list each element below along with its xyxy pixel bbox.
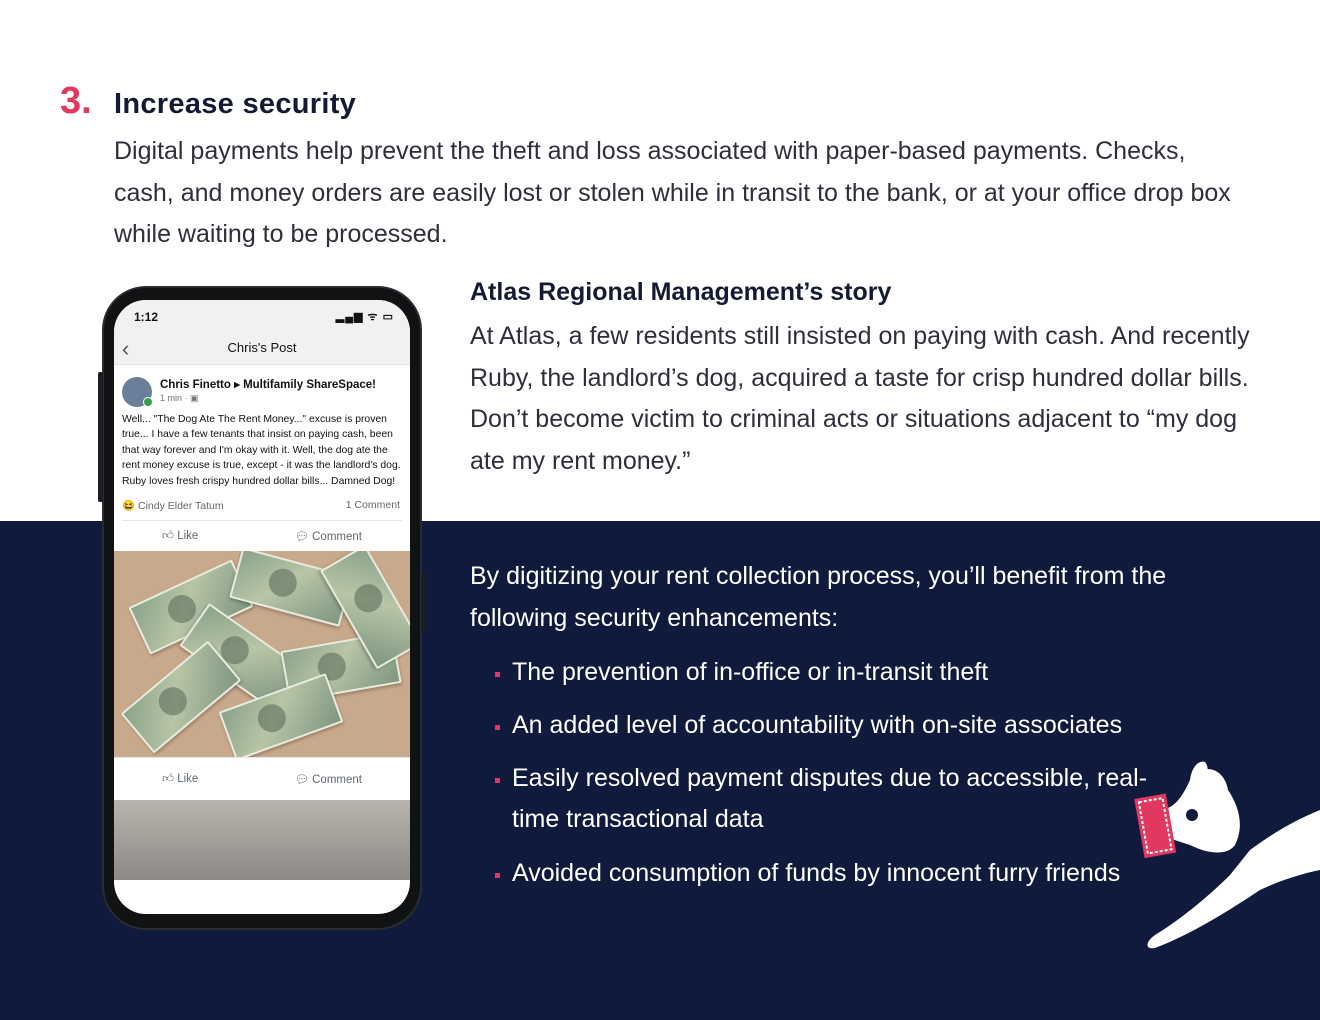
speech-bubble-icon: 💬︎ [294,531,313,544]
like-label: Like [177,773,199,786]
benefit-item: Easily resolved payment disputes due to accessible, real-time transactional data [495,758,1175,840]
back-chevron-icon[interactable]: ‹ [122,336,130,361]
dog-eye [1186,809,1198,821]
section-number: 3. [60,80,92,122]
home-indicator [212,896,316,900]
story-title: Atlas Regional Management’s story [470,278,892,306]
facebook-post [114,365,410,521]
reaction-row [122,489,402,521]
phone-mockup [104,288,420,928]
post-actions-secondary [114,757,410,800]
intro-paragraph: Digital payments help prevent the theft and loss associated with paper-based payments. Checks, cash, and money orders are easily lost or stolen while in transit to the bank, or at your office drop box while waiting to be processed. [114,137,1231,248]
phone-side-button [98,372,103,502]
comment-count[interactable]: 1 Comment [345,499,400,512]
post-meta: 1 min · ▣ [160,393,199,403]
avatar[interactable] [122,377,152,407]
thumbs-up-icon: 👍︎ [162,773,178,786]
speech-bubble-icon: 💬︎ [294,774,313,787]
story-paragraph: At Atlas, a few residents still insisted on paying with cash. And recently Ruby, the landlord’s dog, acquired a taste for crisp hundred dollar bills. Don’t become victim to criminal acts or situations adjacent to “my dog ate my rent money.” [470,322,1250,475]
thumbs-up-icon: 👍︎ [162,530,178,543]
benefits-list [495,652,1175,894]
benefit-item: Avoided consumption of funds by innocent furry friends [495,853,1175,894]
dog-with-money-illustration [1120,750,1320,960]
post-author[interactable]: Chris Finetto ▸ Multifamily ShareSpace! [160,379,377,391]
status-icons: ▂▄▆ ᯤ ▭ [335,311,394,323]
benefit-item: The prevention of in-office or in-transit theft [495,652,1175,693]
status-bar [114,300,410,334]
benefit-item: An added level of accountability with on-site associates [495,705,1175,746]
reactor-name[interactable]: 😆 Cindy Elder Tatum [122,500,224,513]
comment-button[interactable] [294,529,362,543]
like-button[interactable] [162,529,198,543]
phone-side-button [421,573,425,633]
status-time: 1:12 [134,310,159,324]
post-header [114,334,410,365]
benefits-lead: By digitizing your rent collection process, you’ll benefit from the following security enhancements: [470,562,1167,632]
like-button[interactable] [162,772,198,786]
section-heading: Increase security [114,88,357,120]
money-bill-in-mouth [1134,793,1176,858]
comment-label: Comment [312,531,362,544]
comment-button[interactable] [294,772,362,786]
post-actions [114,521,410,551]
comment-label: Comment [312,774,362,787]
post-text: Well... "The Dog Ate The Rent Money..." excuse is proven true... I have a few tenants that insist on paying cash, been that way forever and I'm okay with it. Well, the dog ate the rent money excuse is true, except - it was the landlord's dog. Ruby loves fresh crispy hundred dollar bills... Damned Dog! [122,414,401,487]
couch-photo [114,800,410,880]
like-label: Like [177,530,199,543]
chewed-bills-photo [114,551,410,757]
post-screen-title: Chris's Post [227,340,297,355]
phone-screen [114,300,410,914]
